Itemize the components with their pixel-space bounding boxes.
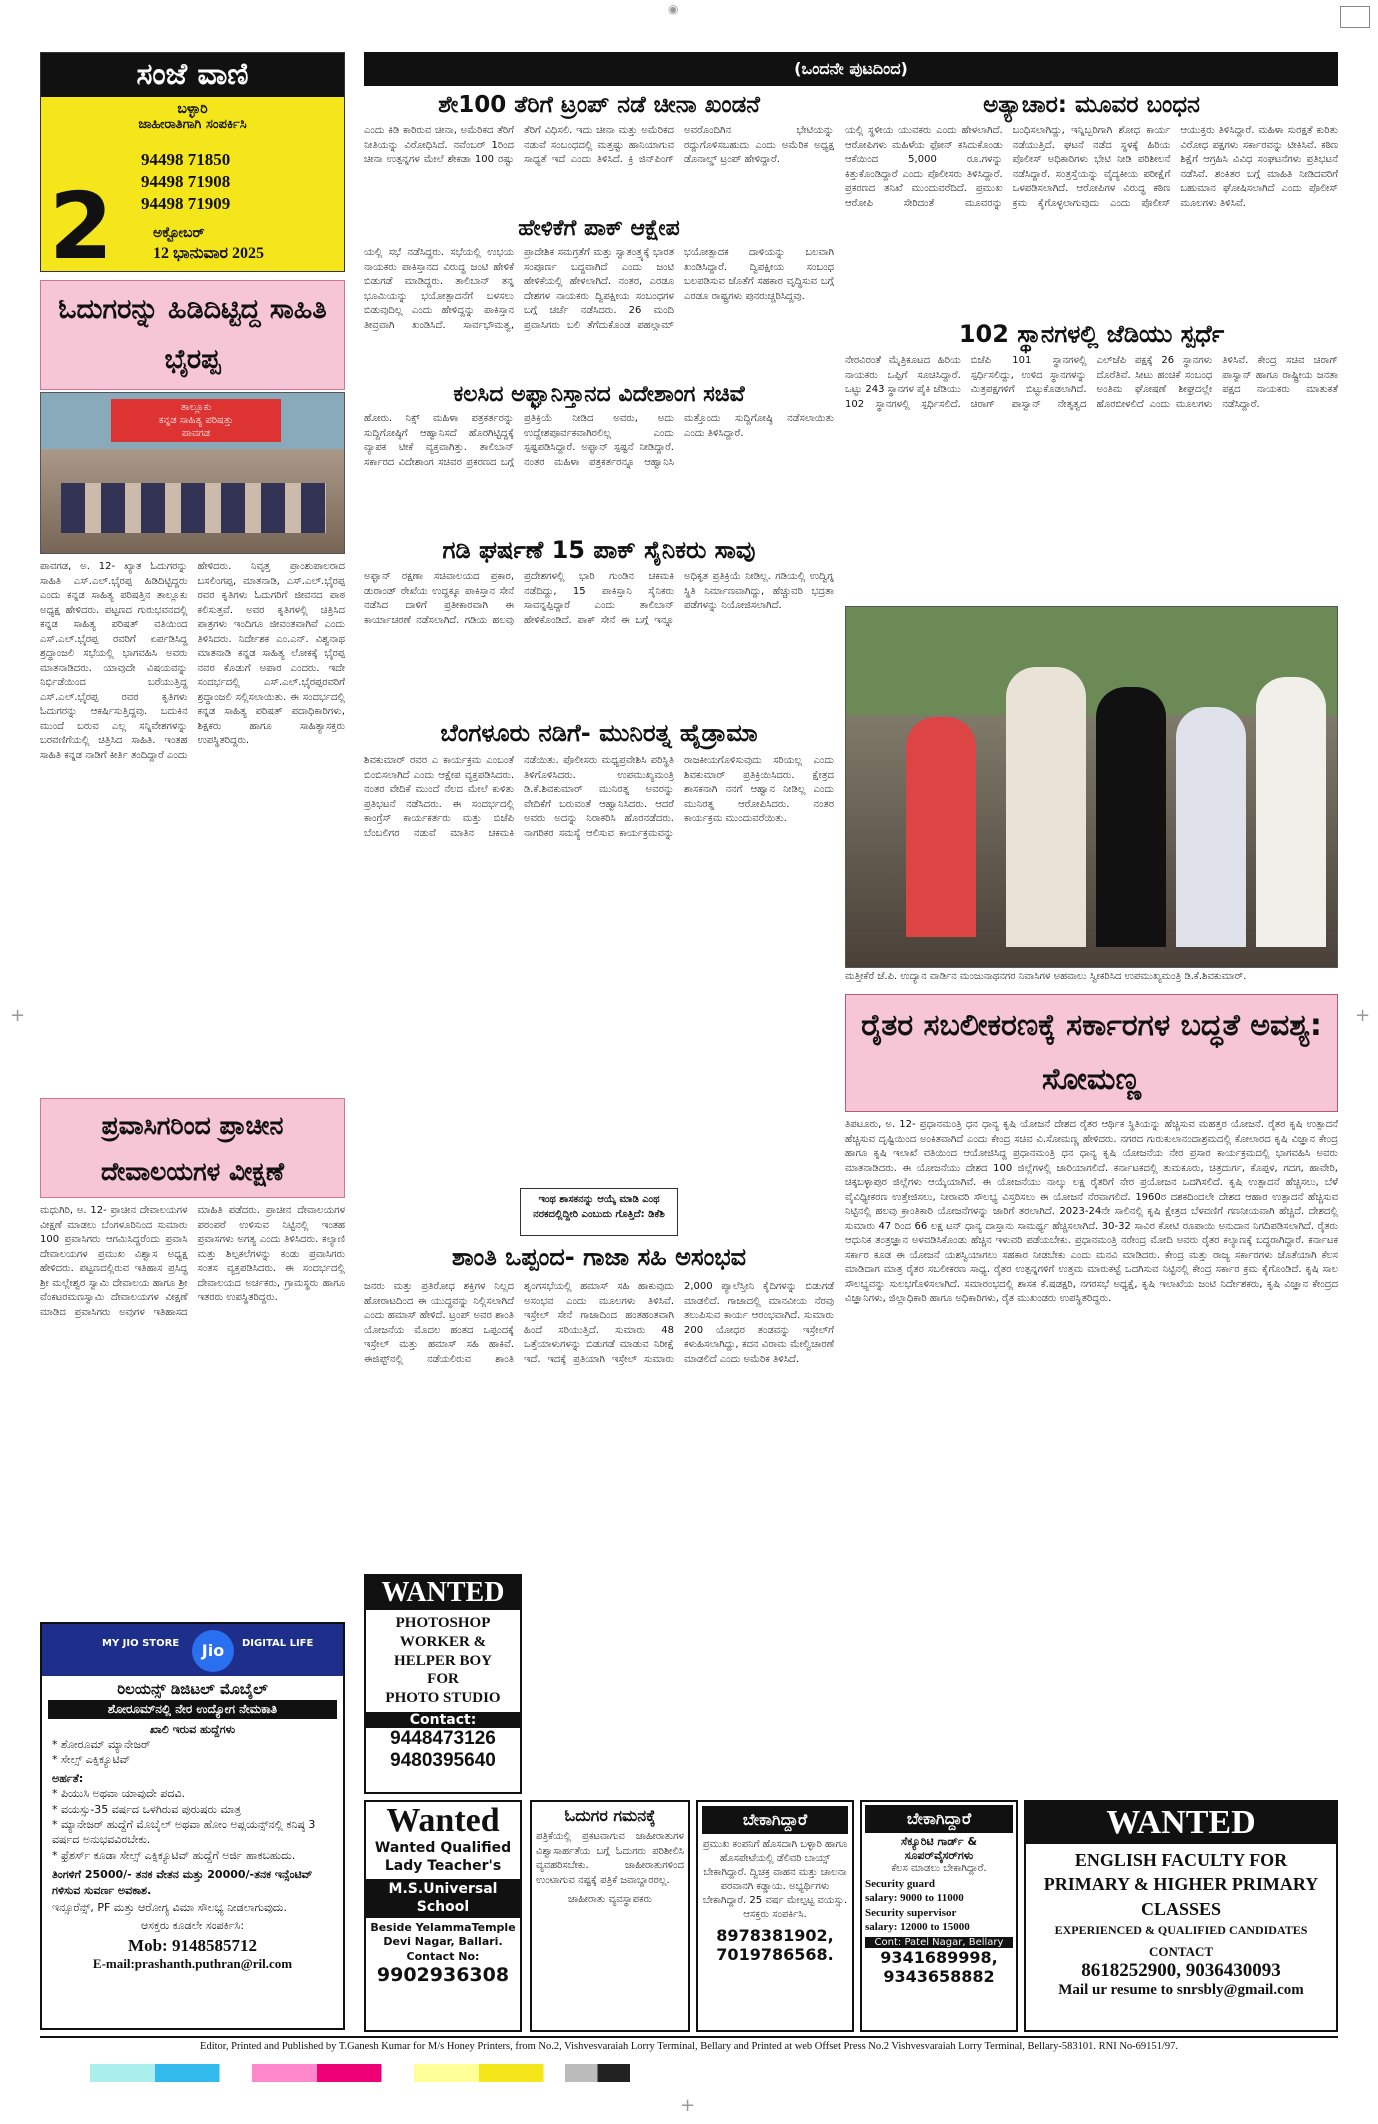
school-contact: Contact No: bbox=[406, 1949, 480, 1963]
jio-email: E-mail:prashanth.puthran@ril.com bbox=[92, 1955, 293, 1971]
jio-qual-4: * ಫ್ರೆಶರ್ಸ್ ಕೂಡಾ ಸೇಲ್ಸ್ ಎಕ್ಸಿಕ್ಯೂಟಿವ್ ಹುದ್ದೆಗೆ ಅರ್ಜಿ ಹಾಕಬಹುದು. bbox=[52, 1848, 296, 1862]
security-line: ಕೆಲಸ ಮಾಡಲು ಬೇಕಾಗಿದ್ದಾರೆ. bbox=[891, 1863, 987, 1874]
masthead-date: 12 ಭಾನುವಾರ 2025 bbox=[153, 245, 264, 262]
school-line4: School bbox=[416, 1898, 470, 1915]
photo-studio-line3: HELPER BOY bbox=[394, 1652, 492, 1669]
jio-mobile: Mob: 9148585712 bbox=[128, 1935, 257, 1955]
photo-banner-line1: ತಾಲ್ಲೂಕು bbox=[180, 402, 212, 413]
photo-studio-contact: Contact: bbox=[366, 1712, 520, 1728]
registration-mark-right: + bbox=[1355, 1005, 1371, 1026]
security-title: ಬೇಕಾಗಿದ್ದಾರೆ bbox=[865, 1805, 1013, 1833]
school-line2: Lady Teacher's bbox=[384, 1857, 502, 1874]
security-supervisor-salary: salary: 12000 to 15000 bbox=[865, 1920, 970, 1933]
wanted-kn1-ad bbox=[696, 1800, 854, 2032]
person-light bbox=[1176, 707, 1246, 947]
jio-salary: ತಿಂಗಳಿಗೆ 25000/- ತನಕ ವೇತನ ಮತ್ತು 20000/-ತನಕ ಇನ್ಸೆಂಟಿವ್ ಗಳಿಸುವ ಸುವರ್ಣ ಅವಕಾಶ. bbox=[52, 1868, 313, 1897]
photo-banner-line3: ಪಾವಗಡ bbox=[181, 428, 211, 439]
atrocity-headline: ಅತ್ಯಾಚಾರ: ಮೂವರ ಬಂಧನ bbox=[983, 92, 1200, 118]
soldiers-headline: ಗಡಿ ಘರ್ಷಣೆ 15 ಪಾಕ್ ಸೈನಿಕರು ಸಾವು bbox=[442, 536, 756, 564]
photo-studio-ad bbox=[364, 1574, 522, 1794]
color-bar bbox=[90, 2064, 630, 2082]
bengaluru-body: ಶಿವಕುಮಾರ್ ರವರ ಎ ಕಾರ್ಯಕ್ರಮ ಎಂಬಂತೆ ಬಿಂಬಿಸಲಾಗಿದೆ ಎಂದು ಆಕ್ಷೇಪ ವ್ಯಕ್ತಪಡಿಸಿದರು. ನಂತರ ವೇದಿಕೆ ಮುಂದೆ ನೆಲದ ಮೇಲೆ ಕುಳಿತು ಪ್ರತಿಭಟನೆ ನಡೆಸಿದರು. ಈ ಸಂದರ್ಭದಲ್ಲಿ ಕಾಂಗ್ರೆಸ್ ಕಾರ್ಯಕರ್ತರು ಮತ್ತು ಬಿಜೆಪಿ ಬೆಂಬಲಿಗರ ನಡುವೆ ಮಾತಿನ ಚಕಮಕಿ ನಡೆಯಿತು. ಪೊಲೀಸರು ಮಧ್ಯಪ್ರವೇಶಿಸಿ ಪರಿಸ್ಥಿತಿ ತಿಳಿಗೊಳಿಸಿದರು. ಉಪಮುಖ್ಯಮಂತ್ರಿ ಡಿ.ಕೆ.ಶಿವಕುಮಾರ್ ಮುನಿರತ್ನ ಅವರನ್ನು ವೇದಿಕೆಗೆ ಬರುವಂತೆ ಆಹ್ವಾನಿಸಿದರು. ಆದರೆ ಅವರು ಅದನ್ನು ನಿರಾಕರಿಸಿ ಹೊರನಡೆದರು. ನಾಗರಿಕರ ಸಮಸ್ಯೆ ಆಲಿಸುವ ಕಾರ್ಯಕ್ರಮವನ್ನು ರಾಜಕೀಯಗೊಳಿಸುವುದು ಸರಿಯಲ್ಲ ಎಂದು ಶಿವಕುಮಾರ್ ಪ್ರತಿಕ್ರಿಯಿಸಿದರು. ಕ್ಷೇತ್ರದ ಶಾಸಕನಾಗಿ ನನಗೆ ಆಹ್ವಾನ ನೀಡಿಲ್ಲ ಎಂದು ಮುನಿರತ್ನ ಆರೋಪಿಸಿದರು. ನಂತರ ಕಾರ್ಯಕ್ರಮ ಮುಂದುವರೆಯಿತು. bbox=[364, 755, 834, 839]
masthead-city: ಬಳ್ಳಾರಿ bbox=[177, 101, 208, 117]
readers-notice bbox=[530, 1800, 690, 2032]
photo-studio-phone2: 9480395640 bbox=[390, 1749, 496, 1771]
trump-headline: ಶೇ100 ತೆರಿಗೆ ಟ್ರಂಪ್ ನಡೆ ಚೀನಾ ಖಂಡನೆ bbox=[438, 92, 760, 118]
trump-body: ಎಂದು ಕಿಡಿ ಕಾರಿರುವ ಚೀನಾ, ಅಮೆರಿಕದ ತೆರಿಗೆ ನೀತಿಯನ್ನು ವಿರೋಧಿಸಿದೆ. ನವೆಂಬರ್ 1ರಿಂದ ಚೀನಾ ಉತ್ಪನ್ನಗಳ ಮೇಲೆ ಶೇಕಡಾ 100 ರಷ್ಟು ತೆರಿಗೆ ವಿಧಿಸಲಿ. ಇದು ಚೀನಾ ಮತ್ತು ಅಮೆರಿಕದ ನಡುವೆ ಸಂಬಂಧದಲ್ಲಿ ಮತ್ತಷ್ಟು ಹಾನಿಯಾಗುವ ಸಾಧ್ಯತೆ ಇದೆ ಎಂದು ತಿಳಿಸಿದೆ. ಕ್ರಿ ಜಿನ್‌ಪಿಂಗ್ ಅವರೊಂದಿಗಿನ ಭೇಟಿಯನ್ನು ರದ್ದುಗೊಳಿಸಬಹುದು ಎಂದು ಅಮೆರಿಕ ಅಧ್ಯಕ್ಷ ಡೊನಾಲ್ಡ್ ಟ್ರಂಪ್ ಹೇಳಿದ್ದಾರೆ. bbox=[364, 125, 834, 165]
jio-ad bbox=[40, 1622, 345, 2030]
phone-1: 94498 71850 bbox=[141, 150, 231, 169]
person-red bbox=[906, 717, 976, 937]
gaza-body: ಜನರು ಮತ್ತು ಪ್ರತಿರೋಧ ಶಕ್ತಿಗಳ ನಿಲ್ಲದ ಹೋರಾಟದಿಂದ ಈ ಯುದ್ಧವನ್ನು ನಿಲ್ಲಿಸಲಾಗಿದೆ ಎಂದು ಹಮಾಸ್ ಹೇಳಿದೆ. ಟ್ರಂಪ್ ಅವರ ಶಾಂತಿ ಯೋಜನೆಯ ಮೊದಲ ಹಂತದ ಒಪ್ಪಂದಕ್ಕೆ ಇಸ್ರೇಲ್ ಮತ್ತು ಹಮಾಸ್ ಸಹಿ ಹಾಕಿವೆ. ಈಜಿಪ್ಟ್‌ನಲ್ಲಿ ನಡೆಯಲಿರುವ ಶಾಂತಿ ಶೃಂಗಸಭೆಯಲ್ಲಿ ಹಮಾಸ್ ಸಹಿ ಹಾಕುವುದು ಅಸಂಭವ ಎಂದು ಮೂಲಗಳು ತಿಳಿಸಿವೆ. ಇಸ್ರೇಲ್ ಸೇನೆ ಗಾಜಾದಿಂದ ಹಂತಹಂತವಾಗಿ ಹಿಂದೆ ಸರಿಯುತ್ತಿದೆ. ಸುಮಾರು 48 ಒತ್ತೆಯಾಳುಗಳನ್ನು ಬಿಡುಗಡೆ ಮಾಡುವ ನಿರೀಕ್ಷೆ ಇದೆ. ಇದಕ್ಕೆ ಪ್ರತಿಯಾಗಿ ಇಸ್ರೇಲ್ ಸುಮಾರು 2,000 ಪ್ಯಾಲೆಸ್ತೀನಿ ಕೈದಿಗಳನ್ನು ಬಿಡುಗಡೆ ಮಾಡಲಿದೆ. ಗಾಜಾದಲ್ಲಿ ಮಾನವೀಯ ನೆರವು ತಲುಪಿಸುವ ಕಾರ್ಯ ಆರಂಭವಾಗಿದೆ. ಸುಮಾರು 200 ಯೋಧರ ತಂಡವನ್ನು ಇಸ್ರೇಲ್‌ಗೆ ಕಳುಹಿಸಲಾಗಿದ್ದು, ಕದನ ವಿರಾಮ ಮೇಲ್ವಿಚಾರಣೆ ಮಾಡಲಿದೆ ಎಂದು ಅಮೆರಿಕ ತಿಳಿಸಿದೆ. bbox=[364, 1281, 834, 1365]
jio-digital-life: DIGITAL LIFE bbox=[242, 1638, 314, 1649]
school-line3: M.S.Universal bbox=[388, 1881, 498, 1897]
phone-2: 94498 71908 bbox=[141, 172, 231, 192]
school-line5: Beside YelammaTemple bbox=[370, 1921, 516, 1934]
school-line6: Devi Nagar, Ballari. bbox=[383, 1935, 503, 1949]
cmyk-mark: ◉ bbox=[668, 2, 679, 16]
faculty-line1: ENGLISH FACULTY FOR bbox=[1074, 1850, 1288, 1870]
phone-3: 94498 71909 bbox=[141, 194, 231, 214]
pak-body: ಯಲ್ಲಿ ಸಭೆ ನಡೆಸಿದ್ದರು. ಸಭೆಯಲ್ಲಿ ಉಭಯ ನಾಯಕರು ಪಾಕಿಸ್ತಾನದ ವಿರುದ್ಧ ಜಂಟಿ ಹೇಳಿಕೆ ಬಿಡುಗಡೆ ಮಾಡಿದ್ದರು. ತಾಲಿಬಾನ್ ತನ್ನ ಭೂಮಿಯನ್ನು ಭಯೋತ್ಪಾದನೆಗೆ ಬಳಸಲು ಬಿಡುವುದಿಲ್ಲ ಎಂದು ಹೇಳಿದ್ದನ್ನು ಪಾಕಿಸ್ತಾನ ತೀವ್ರವಾಗಿ ಖಂಡಿಸಿದೆ. ಸಾರ್ವಭೌಮತ್ವ, ಪ್ರಾದೇಶಿಕ ಸಮಗ್ರತೆಗೆ ಮತ್ತು ಸ್ವಾತಂತ್ರ್ಯಕ್ಕೆ ಭಾರತ ಸಂಪೂರ್ಣ ಬದ್ಧವಾಗಿದೆ ಎಂದು ಜಂಟಿ ಹೇಳಿಕೆಯಲ್ಲಿ ಹೇಳಲಾಗಿದೆ. ನಂತರ, ಎರಡೂ ದೇಶಗಳ ನಾಯಕರು ದ್ವಿಪಕ್ಷೀಯ ಸಂಬಂಧಗಳ ಬಗ್ಗೆ ಚರ್ಚೆ ನಡೆಸಿದರು. 26 ಮಂದಿ ಪ್ರವಾಸಿಗರು ಬಲಿ ತೆಗೆದುಕೊಂಡ ಪಹಲ್ಗಾಮ್ ಭಯೋತ್ಪಾದಕ ದಾಳಿಯನ್ನು ಬಲವಾಗಿ ಖಂಡಿಸಿದ್ದಾರೆ. ದ್ವಿಪಕ್ಷೀಯ ಸಂಬಂಧ ಬಲಪಡಿಸುವ ಜೊತೆಗೆ ಸಹಕಾರ ವೃದ್ಧಿಸುವ ಬಗ್ಗೆ ಎರಡೂ ರಾಷ್ಟ್ರಗಳು ಪುನರುಚ್ಚರಿಸಿದ್ದವು. bbox=[364, 247, 834, 331]
faculty-ad bbox=[1024, 1800, 1338, 2032]
page-number: 2 bbox=[49, 173, 114, 280]
person-black bbox=[1096, 687, 1166, 947]
atrocity-body: ಯಲ್ಲಿ ಸ್ಥಳೀಯ ಯುವಕರು ಎಂದು ಹೇಳಲಾಗಿದೆ. ಆರೋಪಿಗಳು ಮಹಿಳೆಯ ಫೋನ್ ಕಸಿದುಕೊಂಡು ಆಕೆಯಿಂದ 5,000 ರೂ.ಗಳನ್ನು ಕಿತ್ತುಕೊಂಡಿದ್ದಾರೆ ಎಂದು ಪೊಲೀಸರು ತಿಳಿಸಿದ್ದಾರೆ. ಪ್ರಕರಣದ ತನಿಖೆ ಮುಂದುವರೆದಿದೆ. ಪ್ರಮುಖ ಆರೋಪಿ ಸೇರಿದಂತೆ ಮೂವರನ್ನು ಬಂಧಿಸಲಾಗಿದ್ದು, ಇನ್ನಿಬ್ಬರಿಗಾಗಿ ಶೋಧ ಕಾರ್ಯ ನಡೆಯುತ್ತಿದೆ. ಘಟನೆ ನಡೆದ ಸ್ಥಳಕ್ಕೆ ಹಿರಿಯ ಪೊಲೀಸ್ ಅಧಿಕಾರಿಗಳು ಭೇಟಿ ನೀಡಿ ಪರಿಶೀಲನೆ ನಡೆಸಿದ್ದಾರೆ. ಸಂತ್ರಸ್ತೆಯನ್ನು ವೈದ್ಯಕೀಯ ಪರೀಕ್ಷೆಗೆ ಒಳಪಡಿಸಲಾಗಿದೆ. ಆರೋಪಿಗಳ ವಿರುದ್ಧ ಕಠಿಣ ಕ್ರಮ ಕೈಗೊಳ್ಳಲಾಗುವುದು ಎಂದು ಪೊಲೀಸ್ ಆಯುಕ್ತರು ತಿಳಿಸಿದ್ದಾರೆ. ಮಹಿಳಾ ಸುರಕ್ಷತೆ ಕುರಿತು ವಿರೋಧ ಪಕ್ಷಗಳು ಸರ್ಕಾರವನ್ನು ಟೀಕಿಸಿವೆ. ಕಠಿಣ ಶಿಕ್ಷೆಗೆ ಆಗ್ರಹಿಸಿ ವಿವಿಧ ಸಂಘಟನೆಗಳು ಪ್ರತಿಭಟನೆ ನಡೆಸಿವೆ. ಶಂಕಿತರ ಬಗ್ಗೆ ಮಾಹಿತಿ ನೀಡಿದವರಿಗೆ ಬಹುಮಾನ ಘೋಷಿಸಲಾಗಿದೆ ಎಂದು ಪೊಲೀಸ್ ಮೂಲಗಳು ತಿಳಿಸಿವೆ. bbox=[845, 125, 1338, 209]
faculty-line2: PRIMARY & HIGHER PRIMARY bbox=[1043, 1874, 1319, 1895]
gaza-continued bbox=[530, 1574, 834, 1794]
readers-title: ಓದುಗರ ಗಮನಕ್ಕೆ bbox=[564, 1806, 656, 1825]
masthead bbox=[40, 52, 345, 280]
pak-headline: ಹೇಳಿಕೆಗೆ ಪಾಕ್ ಆಕ್ಷೇಪ bbox=[518, 216, 680, 241]
left-story1-photo bbox=[40, 392, 345, 554]
school-phone: 9902936308 bbox=[376, 1963, 510, 1986]
jio-store-label: MY JIO STORE bbox=[102, 1638, 180, 1649]
school-wanted: Wanted bbox=[386, 1802, 500, 1839]
color-strip bbox=[1340, 6, 1370, 28]
left-story1-body: ಪಾವಗಡ, ಅ. 12- ಖ್ಯಾತ ಓದುಗರನ್ನು ಸಾಹಿತಿ ಎಸ್.ಎಲ್.ಭೈರಪ್ಪ ಹಿಡಿದಿಟ್ಟಿದ್ದರು ಎಂದು ಕನ್ನಡ ಸಾಹಿತ್ಯ ಪರಿಷತ್ತಿನ ತಾಲ್ಲೂಕು ಅಧ್ಯಕ್ಷ ಹೇಳಿದರು. ಪಟ್ಟಣದ ಗುರುಭವನದಲ್ಲಿ ಕನ್ನಡ ಸಾಹಿತ್ಯ ಪರಿಷತ್ ವತಿಯಿಂದ ಎಸ್.ಎಲ್.ಭೈರಪ್ಪ ರವರಿಗೆ ಏರ್ಪಡಿಸಿದ್ದ ಶ್ರದ್ಧಾಂಜಲಿ ಸಭೆಯಲ್ಲಿ ಭಾಗವಹಿಸಿ ಅವರು ಮಾತನಾಡಿದರು. ಯಾವುದೇ ವಿಷಯವನ್ನು ನಿರ್ಭಿಡೆಯಿಂದ ಬರೆಯುತ್ತಿದ್ದ ಎಸ್.ಎಲ್.ಭೈರಪ್ಪ ರವರ ಕೃತಿಗಳು ಓದುಗರನ್ನು ಆಕರ್ಷಿಸುತ್ತಿದ್ದವು. ಬದುಕಿನ ಮುಂದೆ ಬರುವ ಎಲ್ಲ ಸನ್ನಿವೇಶಗಳನ್ನು ಬರವಣಿಗೆಯಲ್ಲಿ ಚಿತ್ರಿಸಿದ ಸಾಹಿತಿ. ಇಂತಹ ಸಾಹಿತಿ ಕನ್ನಡ ನಾಡಿಗೆ ಕೀರ್ತಿ ತಂದಿದ್ದಾರೆ ಎಂದು ಹೇಳಿದರು. ನಿವೃತ್ತ ಪ್ರಾಂಶುಪಾಲರಾದ ಬಸಲಿಂಗಪ್ಪ, ಮಾತನಾಡಿ, ಎಸ್.ಎಲ್.ಭೈರಪ್ಪ ರವರ ಕೃತಿಗಳು ಓದುಗರಿಗೆ ಜೀವನದ ಪಾಠ ಕಲಿಸುತ್ತವೆ. ಅವರ ಕೃತಿಗಳಲ್ಲಿ ಚಿತ್ರಿಸಿದ ಪಾತ್ರಗಳು ಇಂದಿಗೂ ಜೀವಂತವಾಗಿವೆ ಎಂದು ತಿಳಿಸಿದರು. ನಿರ್ದೇಶಕ ಎಂ.ಎನ್. ವಿಶ್ವನಾಥ ಮಾತನಾಡಿ ಕನ್ನಡ ಸಾಹಿತ್ಯ ಲೋಕಕ್ಕೆ ಭೈರಪ್ಪ ನವರ ಕೊಡುಗೆ ಅಪಾರ ಎಂದರು. ಇದೇ ಸಂದರ್ಭದಲ್ಲಿ ಎಸ್.ಎಲ್.ಭೈರಪ್ಪರವರಿಗೆ ಶ್ರದ್ಧಾಂಜಲಿ ಸಲ್ಲಿಸಲಾಯಿತು. ಈ ಸಂದರ್ಭದಲ್ಲಿ ಕನ್ನಡ ಸಾಹಿತ್ಯ ಪರಿಷತ್ ಪದಾಧಿಕಾರಿಗಳು, ಶಿಕ್ಷಕರು ಹಾಗೂ ಸಾಹಿತ್ಯಾಸಕ್ತರು ಉಪಸ್ಥಿತರಿದ್ದರು. bbox=[40, 561, 345, 761]
seated-people-graphic bbox=[61, 483, 326, 533]
photo-studio-line5: PHOTO STUDIO bbox=[385, 1690, 501, 1706]
faculty-contact: CONTACT bbox=[1148, 1943, 1214, 1959]
photo-studio-line2: WORKER & bbox=[399, 1633, 487, 1650]
faculty-wanted: WANTED bbox=[1026, 1802, 1336, 1844]
faculty-line3: CLASSES bbox=[1140, 1898, 1222, 1919]
soldiers-body: ಅಫ್ಘಾನ್ ರಕ್ಷಣಾ ಸಚಿವಾಲಯದ ಪ್ರಕಾರ, ಡುರಾಂಡ್ ರೇಖೆಯ ಉದ್ದಕ್ಕೂ ಪಾಕಿಸ್ತಾನ ಸೇನೆ ನಡೆಸಿದ ದಾಳಿಗೆ ಪ್ರತೀಕಾರವಾಗಿ ಈ ಕಾರ್ಯಾಚರಣೆ ನಡೆಸಲಾಗಿದೆ. ಗಡಿಯ ಹಲವು ಪ್ರದೇಶಗಳಲ್ಲಿ ಭಾರಿ ಗುಂಡಿನ ಚಕಮಕಿ ನಡೆದಿದ್ದು, 15 ಪಾಕಿಸ್ತಾನಿ ಸೈನಿಕರು ಸಾವನ್ನಪ್ಪಿದ್ದಾರೆ ಎಂದು ತಾಲಿಬಾನ್ ಹೇಳಿಕೊಂಡಿದೆ. ಪಾಕ್ ಸೇನೆ ಈ ಬಗ್ಗೆ ಇನ್ನೂ ಅಧಿಕೃತ ಪ್ರತಿಕ್ರಿಯೆ ನೀಡಿಲ್ಲ. ಗಡಿಯಲ್ಲಿ ಉದ್ವಿಗ್ನ ಸ್ಥಿತಿ ನಿರ್ಮಾಣವಾಗಿದ್ದು, ಹೆಚ್ಚುವರಿ ಭದ್ರತಾ ಪಡೆಗಳನ್ನು ನಿಯೋಜಿಸಲಾಗಿದೆ. bbox=[364, 571, 834, 626]
security-address: Cont: Patel Nagar, Bellary bbox=[865, 1937, 1013, 1948]
bengaluru-headline: ಬೆಂಗಳೂರು ನಡಿಗೆ- ಮುನಿರತ್ನ ಹೈಡ್ರಾಮಾ bbox=[440, 719, 758, 747]
security-supervisor: Security supervisor bbox=[865, 1906, 957, 1919]
left-story2-headline: ಪ್ರವಾಸಿಗರಿಂದ ಪ್ರಾಚೀನ ದೇವಾಲಯಗಳ ವೀಕ್ಷಣೆ bbox=[100, 1111, 285, 1186]
jio-jobs-label: ಖಾಲಿ ಇರುವ ಹುದ್ದೆಗಳು bbox=[149, 1723, 236, 1736]
school-ad bbox=[364, 1800, 522, 2032]
person-white bbox=[1006, 667, 1086, 947]
faculty-line4: EXPERIENCED & QUALIFIED CANDIDATES bbox=[1054, 1922, 1308, 1937]
farmers-headline: ರೈತರ ಸಬಲೀಕರಣಕ್ಕೆ ಸರ್ಕಾರಗಳ ಬದ್ಧತೆ ಅವಶ್ಯ: ಸೋಮಣ್ಣ bbox=[861, 1008, 1322, 1097]
photo-studio-line1: PHOTOSHOP bbox=[395, 1615, 491, 1631]
jio-qual-2: * ವಯಸ್ಸು-35 ವರ್ಷದ ಒಳಗಿರುವ ಪುರುಷರು ಮಾತ್ರ bbox=[52, 1802, 241, 1816]
faculty-mail: Mail ur resume to snrsbly@gmail.com bbox=[1058, 1981, 1304, 1998]
security-ad bbox=[860, 1800, 1018, 2032]
afghan-body: ಹೋರು. ನಿಕ್ಸ್ ಮಹಿಳಾ ಪತ್ರಕರ್ತರನ್ನು ಸುದ್ದಿಗೋಷ್ಠಿಗೆ ಆಹ್ವಾನಿಸದೆ ಹೊರಗಿಟ್ಟಿದ್ದಕ್ಕೆ ವ್ಯಾಪಕ ಟೀಕೆ ವ್ಯಕ್ತವಾಗಿತ್ತು. ತಾಲಿಬಾನ್ ಸರ್ಕಾರದ ವಿದೇಶಾಂಗ ಸಚಿವರ ಪ್ರಕರಣದ ಬಗ್ಗೆ ಪ್ರತಿಕ್ರಿಯೆ ನೀಡಿದ ಅವರು, ಅದು ಉದ್ದೇಶಪೂರ್ವಕವಾಗಿರಲಿಲ್ಲ ಎಂದು ಸ್ಪಷ್ಟಪಡಿಸಿದ್ದಾರೆ. ಅಫ್ಘಾನ್ ಸ್ಪಷ್ಟನೆ ನೀಡಿದ್ದಾರೆ. ನಂತರ ಮಹಿಳಾ ಪತ್ರಕರ್ತರನ್ನೂ ಆಹ್ವಾನಿಸಿ ಮತ್ತೊಂದು ಸುದ್ದಿಗೋಷ್ಠಿ ನಡೆಸಲಾಯಿತು ಎಂದು ತಿಳಿಸಿದ್ದಾರೆ. bbox=[364, 413, 834, 468]
jio-job-1: * ಶೋರೂಮ್ ಮ್ಯಾನೇಜರ್ bbox=[52, 1738, 151, 1751]
masthead-title: ಸಂಜೆ ವಾಣಿ bbox=[41, 53, 344, 97]
registration-mark-bottom: + bbox=[680, 2095, 696, 2116]
security-phone1: 9341689998, bbox=[880, 1948, 998, 1968]
faculty-phones: 8618252900, 9036430093 bbox=[1081, 1959, 1281, 1981]
photo-caption: ಮತ್ತೀಕೆರೆ ಜೆ.ಪಿ. ಉದ್ಯಾನ ವಾರ್ಡಿನ ಮಂಜುನಾಥನಗರ ನಿವಾಸಿಗಳ ಅಹವಾಲು ಸ್ವೀಕರಿಸಿದ ಉಪಮುಖ್ಯಮಂತ್ರಿ ಡಿ.ಕೆ.ಶಿವಕುಮಾರ್. bbox=[845, 971, 1247, 982]
continued-banner: (ಒಂದನೇ ಪುಟದಿಂದ) bbox=[364, 52, 1338, 86]
jio-job-2: * ಸೇಲ್ಸ್ ಎಕ್ಸಿಕ್ಯೂಟಿವ್ bbox=[52, 1753, 131, 1767]
wanted-kn1-body: ಪ್ರಮುಖ ಕಂಪನಿಗೆ ಹೊಸದಾಗಿ ಬಳ್ಳಾರಿ ಹಾಗೂ ಹೊಸಪೇಟೆಯಲ್ಲಿ ಡೆಲಿವರಿ ಬಾಯ್ಸ್ ಬೇಕಾಗಿದ್ದಾರೆ. ದ್ವಿಚಕ್ರ ವಾಹನ ಮತ್ತು ಚಾಲನಾ ಪರವಾನಗಿ ಕಡ್ಡಾಯ. ಅಭ್ಯರ್ಥಿಗಳು ಬೇಕಾಗಿದ್ದಾರೆ. 25 ವರ್ಷ ಮೇಲ್ಪಟ್ಟ ವಯಸ್ಸು. ಆಸಕ್ತರು ಸಂಪರ್ಕಿಸಿ. bbox=[702, 1839, 848, 1920]
readers-body: ಪತ್ರಿಕೆಯಲ್ಲಿ ಪ್ರಕಟವಾಗುವ ಜಾಹೀರಾತುಗಳ ವಿಶ್ವಾಸಾರ್ಹತೆಯ ಬಗ್ಗೆ ಓದುಗರು ಪರಿಶೀಲಿಸಿ ವ್ಯವಹರಿಸಬೇಕು. ಜಾಹೀರಾತುಗಳಿಂದ ಉಂಟಾಗುವ ನಷ್ಟಕ್ಕೆ ಪತ್ರಿಕೆ ಜವಾಬ್ದಾರರಲ್ಲ. bbox=[536, 1831, 684, 1886]
registration-mark-left: + bbox=[10, 1005, 26, 1026]
footer-imprint: Editor, Printed and Published by T.Ganesh Kumar for M/s Honey Printers, from No.2, Vishvesvaraiah Lorry Terminal, Bellary and Printed at web Offset Press No.2 Vishvesvaraiah Lorry Terminal, Bellary-583101. RNI No-69151/97. bbox=[40, 2036, 1338, 2052]
photo-studio-wanted: WANTED bbox=[366, 1576, 520, 1610]
dks-photo bbox=[845, 606, 1338, 968]
jio-qual-1: * ಪಿಯುಸಿ ಅಥವಾ ಯಾವುದೇ ಪದವಿ. bbox=[52, 1787, 186, 1801]
readers-sign: ಜಾಹೀರಾತು ವ್ಯವಸ್ಥಾಪಕರು bbox=[568, 1894, 652, 1905]
jdu-headline: 102 ಸ್ಥಾನಗಳಲ್ಲಿ ಜೆಡಿಯು ಸ್ಪರ್ಧೆ bbox=[958, 320, 1225, 348]
wanted-kn1-phones: 8978381902, 7019786568. bbox=[716, 1926, 834, 1964]
photo-studio-line4: FOR bbox=[427, 1671, 459, 1688]
jio-contact-label: ಆಸಕ್ತರು ಕೂಡಲೇ ಸಂಪರ್ಕಿಸಿ: bbox=[140, 1919, 245, 1933]
ad-contact-label: ಜಾಹೀರಾತಿಗಾಗಿ ಸಂಪರ್ಕಿಸಿ bbox=[138, 117, 247, 132]
person-right bbox=[1256, 677, 1326, 947]
masthead-month: ಅಕ್ಟೋಬರ್ bbox=[153, 225, 205, 241]
jio-qual-label: ಅರ್ಹತೆ: bbox=[52, 1771, 84, 1785]
left-story2-headline-box bbox=[40, 1098, 345, 1198]
jio-qual-3: * ಮ್ಯಾನೇಜರ್ ಹುದ್ದೆಗೆ ಮೊಬೈಲ್ ಅಥವಾ ಹೋಂ ಅಪ್ಲಯನ್ಸ್‌ನಲ್ಲಿ ಕನಿಷ್ಠ 3 ವರ್ಷದ ಅನುಭವವಿರಬೇಕು. bbox=[52, 1817, 316, 1847]
photo-banner-line2: ಕನ್ನಡ ಸಾಹಿತ್ಯ ಪರಿಷತ್ತು bbox=[158, 415, 234, 426]
jio-ad-header bbox=[42, 1624, 343, 1676]
school-line1: Wanted Qualified bbox=[374, 1840, 512, 1856]
security-guard: Security guard bbox=[865, 1878, 935, 1890]
security-sub: ಸೆಕ್ಯೂರಿಟಿ ಗಾರ್ಡ್ & ಸೂಪರ್‌ವೈಸರ್‌ಗಳು bbox=[900, 1835, 978, 1862]
left-story1-headline-box bbox=[40, 280, 345, 390]
quote-box: ಇಂಥ ಶಾಸಕನನ್ನು ಆಯ್ಕೆ ಮಾಡಿ ಎಂಥ ನರಕದಲ್ಲಿದ್ದೀರಿ ಎಂಬುದು ಗೊತ್ತಿದೆ: ಡಿಕೆಶಿ bbox=[520, 1188, 678, 1236]
jdu-body: ನೇರವಿರಂತೆ ಮೈತ್ರಿಕೂಟದ ಹಿರಿಯ ನಾಯಕರು ಒಪ್ಪಿಗೆ ಸೂಚಿಸಿದ್ದಾರೆ. ಒಟ್ಟು 243 ಸ್ಥಾನಗಳ ಪೈಕಿ ಜೆಡಿಯು 102 ಸ್ಥಾನಗಳಲ್ಲಿ ಸ್ಪರ್ಧಿಸಲಿದೆ. ಬಿಜೆಪಿ 101 ಸ್ಥಾನಗಳಲ್ಲಿ ಸ್ಪರ್ಧಿಸಲಿದ್ದು, ಉಳಿದ ಸ್ಥಾನಗಳನ್ನು ಮಿತ್ರಪಕ್ಷಗಳಿಗೆ ಬಿಟ್ಟುಕೊಡಲಾಗಿದೆ. ಚಿರಾಗ್ ಪಾಸ್ವಾನ್ ನೇತೃತ್ವದ ಎಲ್‌ಜೆಪಿ ಪಕ್ಷಕ್ಕೆ 26 ಸ್ಥಾನಗಳು ದೊರೆತಿವೆ. ಸೀಟು ಹಂಚಿಕೆ ಸಂಬಂಧ ಅಂತಿಮ ಘೋಷಣೆ ಶೀಘ್ರದಲ್ಲೇ ಹೊರಬೀಳಲಿದೆ ಎಂದು ಮೂಲಗಳು ತಿಳಿಸಿವೆ. ಕೇಂದ್ರ ಸಚಿವ ಚಿರಾಗ್ ಪಾಸ್ವಾನ್ ಹಾಗೂ ರಾಷ್ಟ್ರೀಯ ಜನತಾ ಪಕ್ಷದ ನಾಯಕರು ಮಾತುಕತೆ ನಡೆಸಿದ್ದಾರೆ. bbox=[845, 355, 1338, 410]
left-story1-headline: ಓದುಗರನ್ನು ಹಿಡಿದಿಟ್ಟಿದ್ದ ಸಾಹಿತಿ ಭೈರಪ್ಪ bbox=[58, 294, 327, 375]
jio-ad-title: ರಿಲಯನ್ಸ್ ಡಿಜಿಟಲ್ ಮೊಬೈಲ್ bbox=[117, 1680, 268, 1698]
wanted-kn1-title: ಬೇಕಾಗಿದ್ದಾರೆ bbox=[702, 1806, 848, 1834]
gaza-headline: ಶಾಂತಿ ಒಪ್ಪಂದ- ಗಾಜಾ ಸಹಿ ಅಸಂಭವ bbox=[451, 1243, 747, 1271]
jio-logo: Jio bbox=[192, 1630, 234, 1672]
photo-studio-phone1: 9448473126 bbox=[390, 1727, 496, 1749]
farmers-headline-box bbox=[845, 994, 1338, 1112]
security-phone2: 9343658882 bbox=[883, 1967, 995, 1987]
security-guard-salary: salary: 9000 to 11000 bbox=[865, 1892, 964, 1905]
jio-ad-subtitle: ಶೋರೂಮ್‌ನಲ್ಲಿ ನೇರ ಉದ್ಯೋಗ ನೇಮಕಾತಿ bbox=[48, 1700, 337, 1719]
afghan-headline: ಕಲಸಿದ ಅಫ್ಘಾನಿಸ್ತಾನದ ವಿದೇಶಾಂಗ ಸಚಿವೆ bbox=[453, 382, 745, 407]
jio-benefits: ಇನ್ಸೂರೆನ್ಸ್, PF ಮತ್ತು ಆರೋಗ್ಯ ವಿಮಾ ಸೌಲಭ್ಯ ನೀಡಲಾಗುವುದು. bbox=[52, 1900, 288, 1914]
farmers-body: ತಿಪಟೂರು, ಅ. 12- ಪ್ರಧಾನಮಂತ್ರಿ ಧನ ಧಾನ್ಯ ಕೃಷಿ ಯೋಜನೆ ದೇಶದ ರೈತರ ಆರ್ಥಿಕ ಸ್ಥಿತಿಯನ್ನು ಹೆಚ್ಚಿಸುವ ಮಹತ್ತರ ಯೋಜನೆ. ರೈತರ ಕೃಷಿ ಉತ್ಪಾದನೆ ಹೆಚ್ಚಿಸುವ ದೃಷ್ಟಿಯಿಂದ ಅಂಕಿತವಾಗಿದೆ ಎಂದು ಕೇಂದ್ರ ಸಚಿವ ವಿ.ಸೋಮಣ್ಣ ಹೇಳಿದರು. ನಗರದ ಗುರುಕುಲಾನಂದಾಶ್ರಮದಲ್ಲಿ ಕೋಲಾರದ ಕೃಷಿ ವಿಜ್ಞಾನ ಕೇಂದ್ರ ಹಾಗೂ ಕೃಷಿ ಇಲಾಖೆ ವತಿಯಿಂದ ಆಯೋಜಿಸಿದ್ದ ಪ್ರಧಾನಮಂತ್ರಿ ಧನ ಧಾನ್ಯ ಕೃಷಿ ಯೋಜನೆಯ ನೇರ ಪ್ರಸಾರ ಕಾರ್ಯಕ್ರಮದಲ್ಲಿ ಭಾಗವಹಿಸಿ ಅವರು ಮಾತನಾಡಿದರು. ಈ ಯೋಜನೆಯು ದೇಶದ 100 ಜಿಲ್ಲೆಗಳಲ್ಲಿ ಜಾರಿಯಾಗಲಿದೆ. ಕರ್ನಾಟಕದಲ್ಲಿ ತುಮಕೂರು, ಚಿತ್ರದುರ್ಗ, ಕೊಪ್ಪಳ, ಗದಗ, ಹಾವೇರಿ, ಚಿಕ್ಕಬಳ್ಳಾಪುರ ಜಿಲ್ಲೆಗಳು ಆಯ್ಕೆಯಾಗಿವೆ. ಈ ಯೋಜನೆಯು ನಾಲ್ಕು ಲಕ್ಷ ರೈತರಿಗೆ ನೇರ ಪ್ರಯೋಜನ ಒದಗಿಸಲಿದೆ. ಕೃಷಿ ಉತ್ಪಾದನೆ ಹೆಚ್ಚಿಸಲು, ಬೆಳೆ ವೈವಿಧ್ಯೀಕರಣ ಉತ್ತೇಜಿಸಲು, ನೀರಾವರಿ ಸೌಲಭ್ಯ ವಿಸ್ತರಿಸಲು ಈ ಯೋಜನೆ ನೆರವಾಗಲಿದೆ. 1960ರ ದಶಕದಿಂದಲೇ ದೇಶದ ಆಹಾರ ಉತ್ಪಾದನೆ ಹೆಚ್ಚಿಸುವ ನಿಟ್ಟಿನಲ್ಲಿ ಹಲವು ಕ್ರಾಂತಿಕಾರಿ ಯೋಜನೆಗಳನ್ನು ಜಾರಿಗೆ ತರಲಾಗಿದೆ. 2023-24ನೇ ಸಾಲಿನಲ್ಲಿ ಕೃಷಿ ಕ್ಷೇತ್ರದ ಬೆಳವಣಿಗೆ ಗಣನೀಯವಾಗಿ ಹೆಚ್ಚಿದೆ. ದೇಶದಲ್ಲಿ ಸುಮಾರು 47 ರಿಂದ 66 ಲಕ್ಷ ಟನ್ ಧಾನ್ಯ ದಾಸ್ತಾನು ಸಾಮರ್ಥ್ಯ ಹೆಚ್ಚಿಸಲಾಗಿದೆ. 30-32 ಸಾವಿರ ಕೋಟಿ ರೂಪಾಯಿ ಅನುದಾನ ನಿಗದಿಪಡಿಸಲಾಗಿದೆ. ರೈತರು ಆಧುನಿಕ ತಂತ್ರಜ್ಞಾನ ಅಳವಡಿಸಿಕೊಂಡು ಹೆಚ್ಚಿನ ಇಳುವರಿ ಪಡೆಯಬೇಕು. ಪ್ರಧಾನಮಂತ್ರಿ ನರೇಂದ್ರ ಮೋದಿ ಅವರು ರೈತರ ಕಲ್ಯಾಣಕ್ಕೆ ಬದ್ಧರಾಗಿದ್ದಾರೆ. ಕರ್ನಾಟಕ ಸರ್ಕಾರ ಕೂಡ ಈ ಯೋಜನೆ ಯಶಸ್ವಿಯಾಗಲು ಸಹಕಾರ ನೀಡಬೇಕು ಎಂದು ಮನವಿ ಮಾಡಿದರು. ಕೇಂದ್ರ ಮತ್ತು ರಾಜ್ಯ ಸರ್ಕಾರಗಳು ಜೊತೆಯಾಗಿ ಕೆಲಸ ಮಾಡಿದಾಗ ಮಾತ್ರ ರೈತರ ಸಬಲೀಕರಣ ಸಾಧ್ಯ. ರೈತರ ಉತ್ಪನ್ನಗಳಿಗೆ ಉತ್ತಮ ಮಾರುಕಟ್ಟೆ ಒದಗಿಸುವ ನಿಟ್ಟಿನಲ್ಲಿ ಕೇಂದ್ರ ಸರ್ಕಾರ ಕ್ರಮ ಕೈಗೊಂಡಿದೆ. ಕೃಷಿ ಸಾಲ ಸೌಲಭ್ಯವನ್ನು ಸುಲಭಗೊಳಿಸಲಾಗಿದೆ. ಸಮಾರಂಭದಲ್ಲಿ ಶಾಸಕ ಕೆ.ಷಡಕ್ಷರಿ, ನಗರಸಭೆ ಅಧ್ಯಕ್ಷೆ, ಕೃಷಿ ಇಲಾಖೆಯ ಜಂಟಿ ನಿರ್ದೇಶಕರು, ಕೃಷಿ ವಿಜ್ಞಾನ ಕೇಂದ್ರದ ವಿಜ್ಞಾನಿಗಳು, ಜಿಲ್ಲಾಧಿಕಾರಿ ಹಾಗೂ ಅಧಿಕಾರಿಗಳು, ರೈತ ಮುಖಂಡರು ಉಪಸ್ಥಿತರಿದ್ದರು. bbox=[845, 1119, 1338, 1304]
left-story2-body: ಮಧುಗಿರಿ, ಅ. 12- ಪ್ರಾಚೀನ ದೇವಾಲಯಗಳ ವೀಕ್ಷಣೆ ಮಾಡಲು ಬೆಂಗಳೂರಿನಿಂದ ಸುಮಾರು 100 ಪ್ರವಾಸಿಗರು ಆಗಮಿಸಿದ್ದರೆಂದು ಪ್ರವಾಸಿ ದೇವಾಲಯಗಳ ಪ್ರಮುಖ ವಿಶ್ವಾಸ ಅಧ್ಯಕ್ಷ ಹೇಳಿದರು. ಪಟ್ಟಣದಲ್ಲಿರುವ ಇತಿಹಾಸ ಪ್ರಸಿದ್ಧ ಶ್ರೀ ಮಲ್ಲೇಶ್ವರ ಸ್ವಾಮಿ ದೇವಾಲಯ ಹಾಗೂ ಶ್ರೀ ವೆಂಕಟರಮಣಸ್ವಾಮಿ ದೇವಾಲಯಗಳ ವೀಕ್ಷಣೆ ಮಾಡಿದ ಪ್ರವಾಸಿಗರು ಅವುಗಳ ಇತಿಹಾಸದ ಮಾಹಿತಿ ಪಡೆದರು. ಪ್ರಾಚೀನ ದೇವಾಲಯಗಳ ಪರಂಪರೆ ಉಳಿಸುವ ನಿಟ್ಟಿನಲ್ಲಿ ಇಂತಹ ಪ್ರವಾಸಗಳು ಅಗತ್ಯ ಎಂದು ತಿಳಿಸಿದರು. ಕಲ್ಯಾಣಿ ಮತ್ತು ಶಿಲ್ಪಕಲೆಗಳನ್ನು ಕಂಡು ಪ್ರವಾಸಿಗರು ಸಂತಸ ವ್ಯಕ್ತಪಡಿಸಿದರು. ಈ ಸಂದರ್ಭದಲ್ಲಿ ದೇವಾಲಯದ ಅರ್ಚಕರು, ಗ್ರಾಮಸ್ಥರು ಹಾಗೂ ಇತರರು ಉಪಸ್ಥಿತರಿದ್ದರು. bbox=[40, 1205, 345, 1318]
